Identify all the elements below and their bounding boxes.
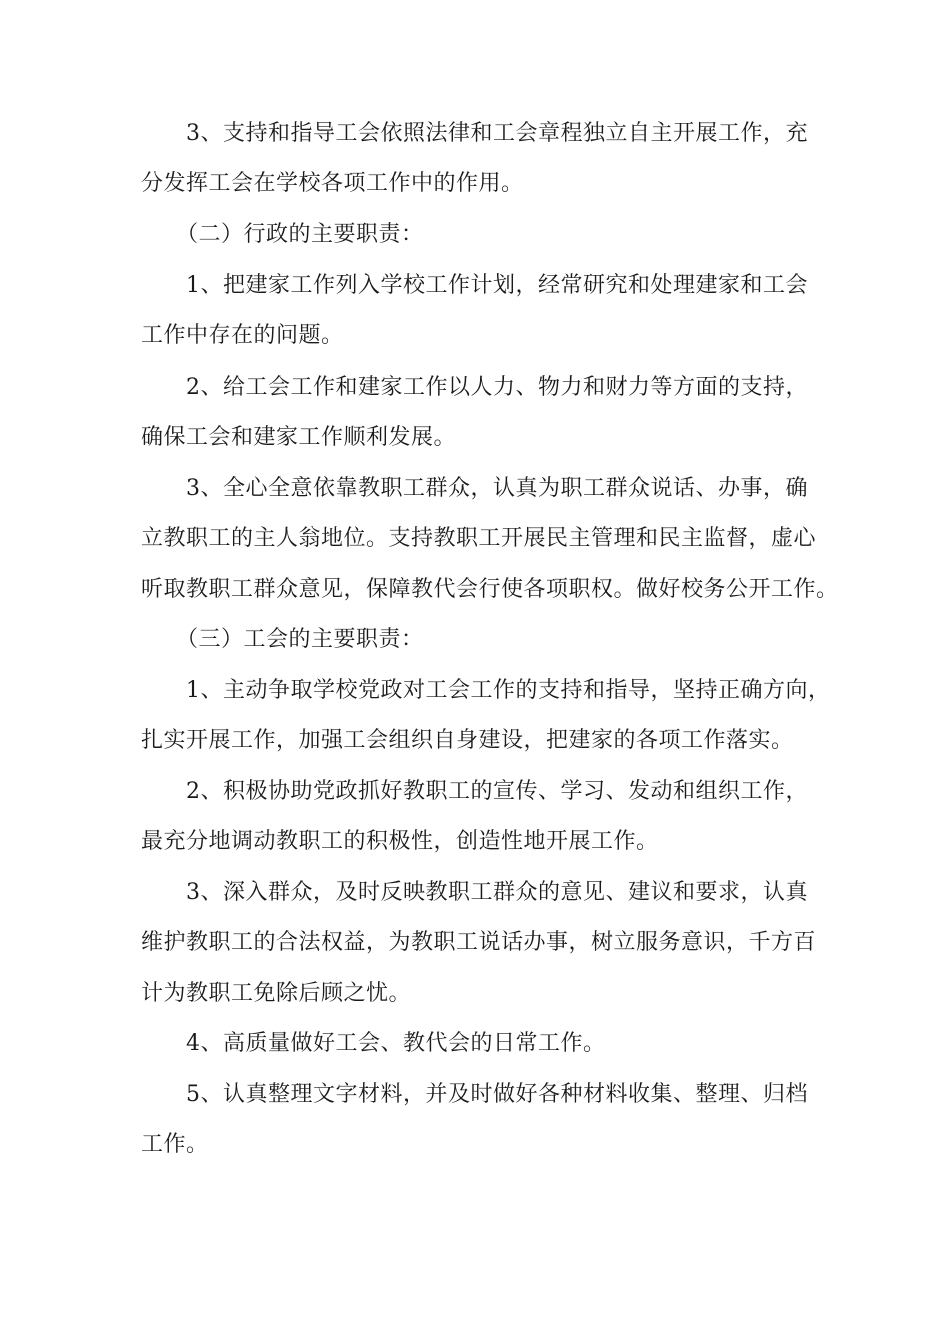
paragraph-line: 2、积极协助党政抓好教职工的宣传、学习、发动和组织工作， (186, 779, 808, 804)
paragraph-line: 1、主动争取学校党政对工会工作的支持和指导，坚持正确方向， (186, 678, 831, 703)
paragraph-line: 确保工会和建家工作顺利发展。 (141, 425, 457, 450)
paragraph-line: 工作中存在的问题。 (141, 323, 344, 348)
paragraph-line: 计为教职工免除后顾之忧。 (141, 981, 412, 1006)
paragraph-line: 3、支持和指导工会依照法律和工会章程独立自主开展工作，充 (186, 121, 808, 146)
section-heading: （二）行政的主要职责： (176, 222, 424, 247)
paragraph-line: 维护教职工的合法权益，为教职工说话办事，树立服务意识，千方百 (141, 930, 817, 955)
paragraph-line: 分发挥工会在学校各项工作中的作用。 (141, 171, 524, 196)
section-heading: （三）工会的主要职责： (176, 627, 424, 652)
paragraph-line: 2、给工会工作和建家工作以人力、物力和财力等方面的支持， (186, 375, 808, 400)
paragraph-line: 工作。 (141, 1132, 209, 1157)
paragraph-line: 4、高质量做好工会、教代会的日常工作。 (186, 1031, 606, 1056)
paragraph-line: 扎实开展工作，加强工会组织自身建设，把建家的各项工作落实。 (141, 728, 794, 753)
paragraph-line: 1、把建家工作列入学校工作计划，经常研究和处理建家和工会 (186, 273, 808, 298)
paragraph-line: 听取教职工群众意见，保障教代会行使各项职权。做好校务公开工作。 (141, 577, 839, 602)
paragraph-line: 3、深入群众，及时反映教职工群众的意见、建议和要求，认真 (186, 880, 808, 905)
paragraph-line: 5、认真整理文字材料，并及时做好各种材料收集、整理、归档 (186, 1082, 808, 1107)
paragraph-line: 3、全心全意依靠教职工群众，认真为职工群众说话、办事，确 (186, 476, 808, 501)
paragraph-line: 最充分地调动教职工的积极性，创造性地开展工作。 (141, 829, 659, 854)
paragraph-line: 立教职工的主人翁地位。支持教职工开展民主管理和民主监督，虚心 (141, 526, 817, 551)
